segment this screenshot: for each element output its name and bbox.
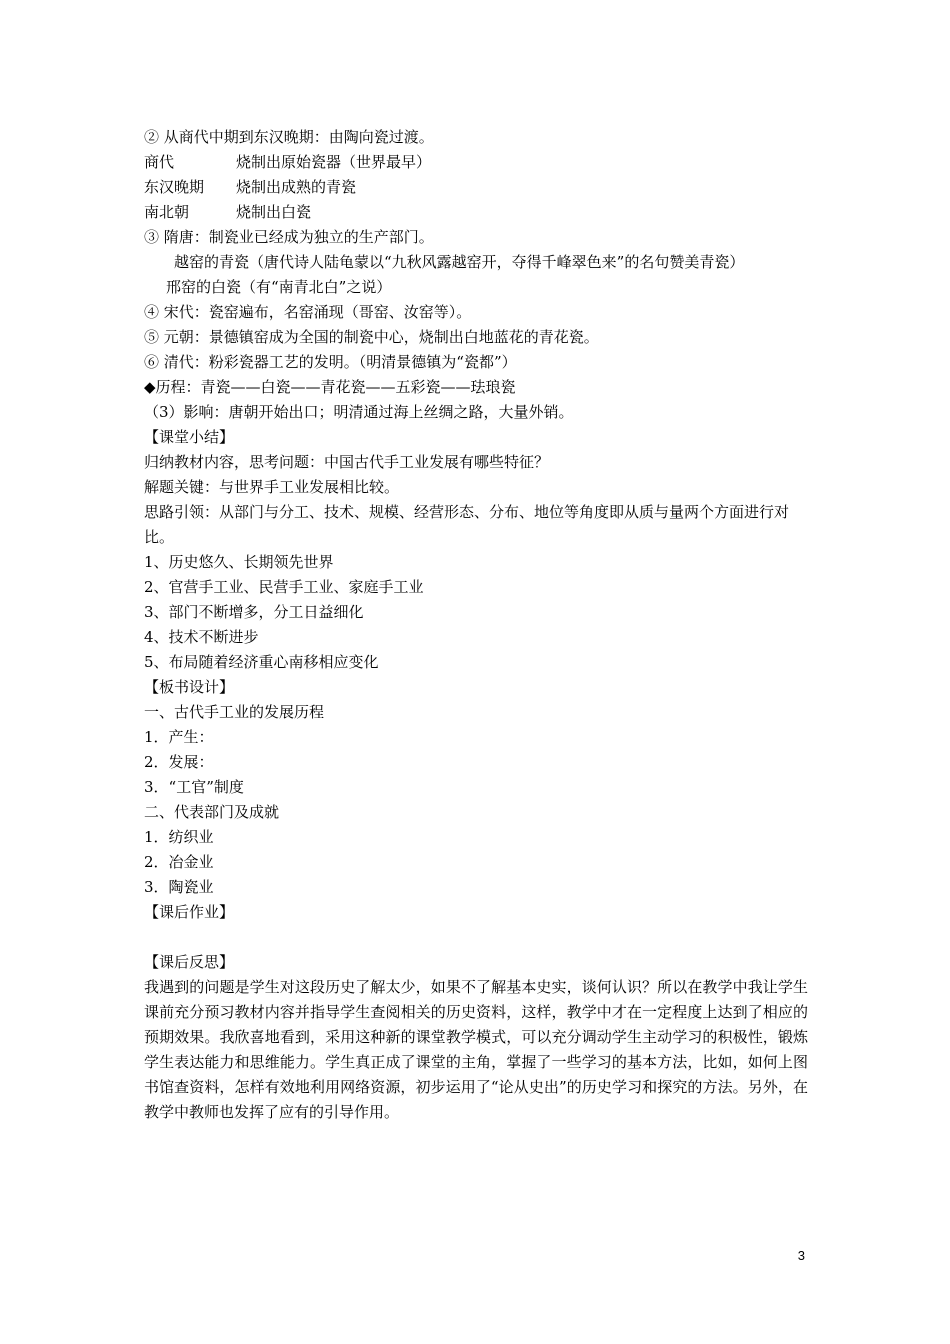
board-item: 2．发展： (144, 753, 214, 771)
board-item: 1．纺织业 (144, 828, 214, 846)
paragraph-yue-kiln: 越窑的青瓷（唐代诗人陆龟蒙以“九秋风露越窑开，夺得千峰翠色来”的名句赞美青瓷） (174, 253, 745, 271)
paragraph-song: ④ 宋代：瓷窑遍布，名窑涌现（哥窑、汝窑等）。 (144, 303, 472, 321)
list-item: 4、技术不断进步 (144, 628, 259, 646)
paragraph-xing-kiln: 邢窑的白瓷（有“南青北白”之说） (166, 278, 392, 296)
board-item: 一、古代手工业的发展历程 (144, 703, 325, 721)
era-desc: 烧制出白瓷 (236, 203, 312, 221)
paragraph-process: ◆历程：青瓷——白瓷——青花瓷——五彩瓷——珐琅瓷 (144, 378, 516, 396)
era-row (144, 200, 808, 225)
era-name: 东汉晚期 (144, 178, 205, 196)
list-item: 3、部门不断增多，分工日益细化 (144, 603, 364, 621)
summary-key: 解题关键：与世界手工业发展相比较。 (144, 478, 400, 496)
paragraph-yuan: ⑤ 元朝：景德镇窑成为全国的制瓷中心，烧制出白地蓝花的青花瓷。 (144, 328, 599, 346)
paragraph-qing: ⑥ 清代：粉彩瓷器工艺的发明。（明清景德镇为“瓷都”） (144, 353, 517, 371)
summary-question: 归纳教材内容，思考问题：中国古代手工业发展有哪些特征？ (144, 453, 550, 471)
blank-line (144, 925, 808, 950)
era-name: 商代 (144, 153, 175, 171)
era-desc: 烧制出成熟的青瓷 (236, 178, 357, 196)
board-item: 3．陶瓷业 (144, 878, 214, 896)
board-item: 二、代表部门及成就 (144, 803, 280, 821)
era-name: 南北朝 (144, 203, 190, 221)
era-desc: 烧制出原始瓷器（世界最早） (236, 153, 432, 171)
paragraph-shang-to-han: ② 从商代中期到东汉晚期：由陶向瓷过渡。 (144, 128, 434, 146)
era-row (144, 175, 808, 200)
era-row (144, 150, 808, 175)
section-heading-homework: 【课后作业】 (144, 903, 235, 921)
page-body (144, 125, 808, 1125)
section-heading-reflection: 【课后反思】 (144, 953, 235, 971)
paragraph-sui-tang: ③ 隋唐：制瓷业已经成为独立的生产部门。 (144, 228, 434, 246)
list-item: 5、布局随着经济重心南移相应变化 (144, 653, 379, 671)
board-item: 1．产生： (144, 728, 214, 746)
list-item: 2、官营手工业、民营手工业、家庭手工业 (144, 578, 424, 596)
paragraph-influence: （3）影响：唐朝开始出口；明清通过海上丝绸之路，大量外销。 (144, 403, 574, 421)
board-item: 2．冶金业 (144, 853, 214, 871)
board-item: 3．“工官”制度 (144, 778, 244, 796)
list-item: 1、历史悠久、长期领先世界 (144, 553, 334, 571)
reflection-paragraph: 我遇到的问题是学生对这段历史了解太少，如果不了解基本史实，谈何认识？所以在教学中我让学生课前充分预习教材内容并指导学生查阅相关的历史资料，这样，教学中才在一定程度上达到了相应的预期效果。我欣喜地看到，采用这种新的课堂教学模式，可以充分调动学生主动学习的积极性，锻炼学生表达能力和思维能力。学生真正成了课堂的主角，掌握了一些学习的基本方法，比如，如何上图书馆查资料，怎样有效地利用网络资源，初步运用了“论从史出”的历史学习和探究的方法。另外，在教学中教师也发挥了应有的引导作用。 (144, 978, 808, 1121)
section-heading-board: 【板书设计】 (144, 678, 235, 696)
section-heading-summary: 【课堂小结】 (144, 428, 235, 446)
summary-guide: 思路引领：从部门与分工、技术、规模、经营形态、分布、地位等角度即从质与量两个方面进行对比。 (144, 503, 790, 546)
page-number: 3 (797, 1248, 805, 1263)
